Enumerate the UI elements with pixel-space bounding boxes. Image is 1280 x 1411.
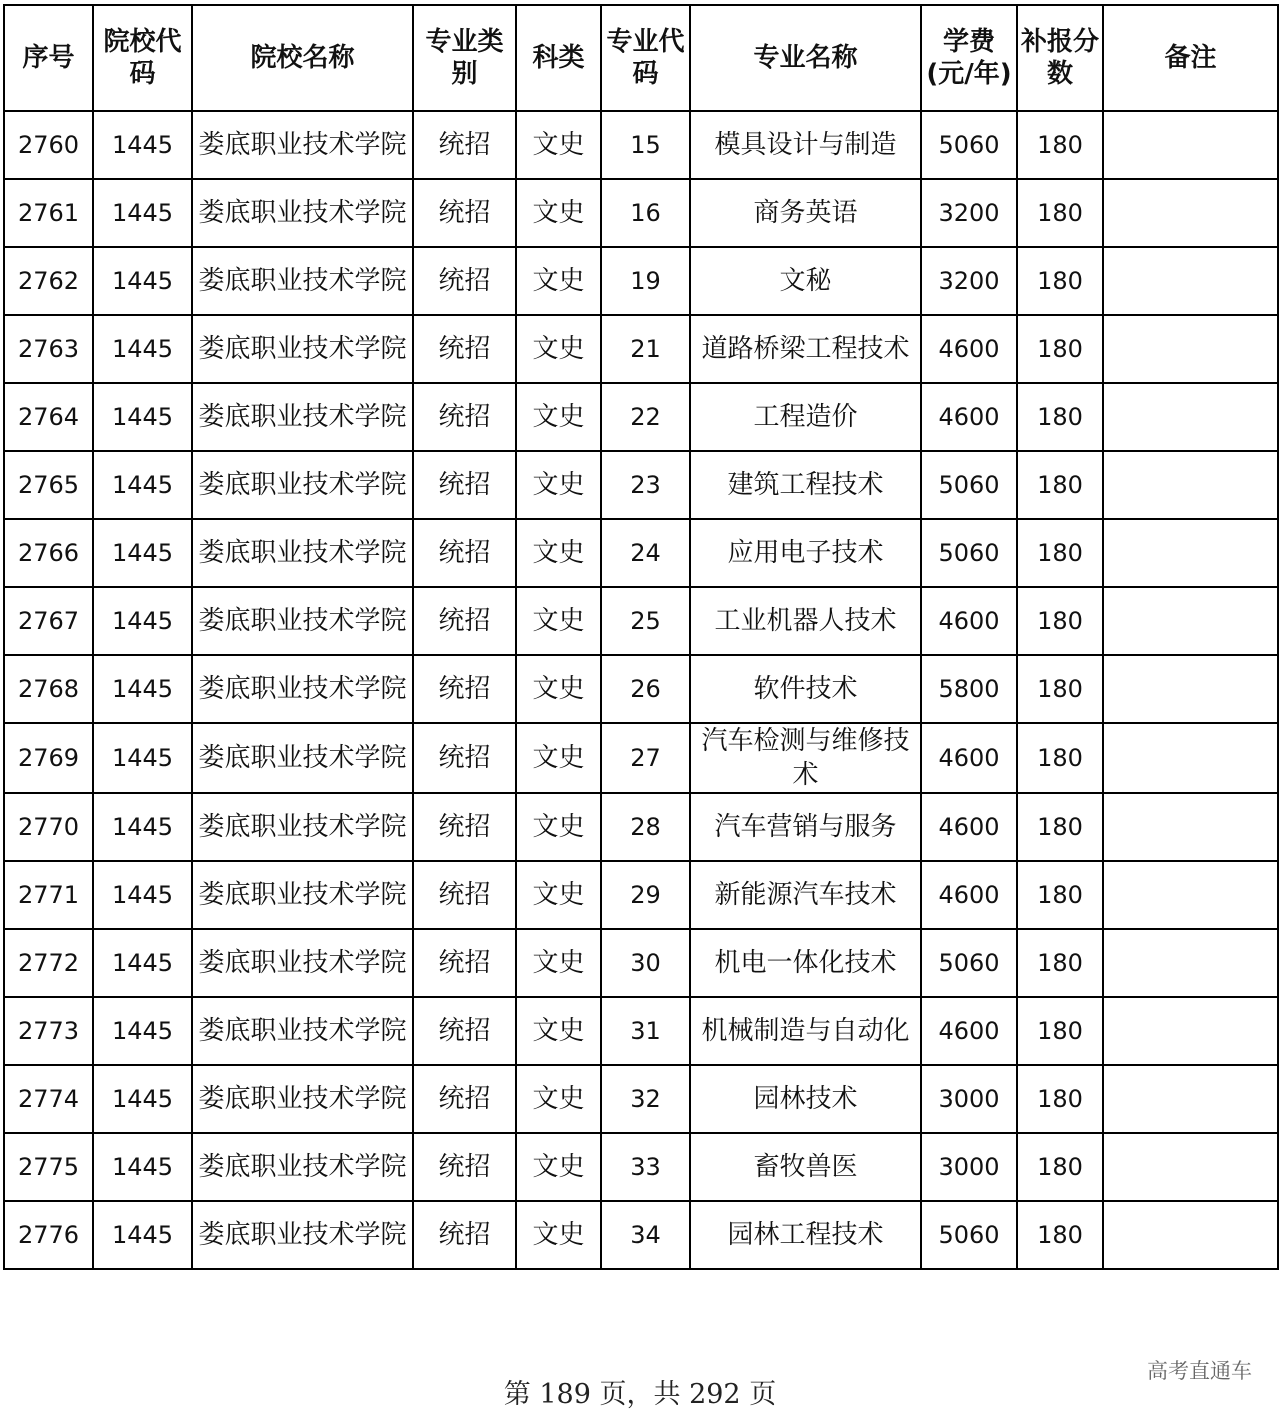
cell-major-name: 机电一体化技术 bbox=[690, 929, 921, 997]
cell-category: 统招 bbox=[413, 723, 516, 793]
cell-major-code: 21 bbox=[601, 315, 690, 383]
cell-seq: 2761 bbox=[4, 179, 93, 247]
cell-fee: 3200 bbox=[921, 247, 1017, 315]
cell-category: 统招 bbox=[413, 111, 516, 179]
header-seq: 序号 bbox=[4, 5, 93, 111]
header-major-name: 专业名称 bbox=[690, 5, 921, 111]
cell-school-name: 娄底职业技术学院 bbox=[192, 247, 413, 315]
cell-score: 180 bbox=[1017, 587, 1103, 655]
cell-fee: 5060 bbox=[921, 929, 1017, 997]
cell-fee: 3200 bbox=[921, 179, 1017, 247]
table-row bbox=[4, 997, 1278, 1065]
cell-school-name: 娄底职业技术学院 bbox=[192, 383, 413, 451]
table-row bbox=[4, 1065, 1278, 1133]
cell-track: 文史 bbox=[516, 451, 601, 519]
cell-major-name: 应用电子技术 bbox=[690, 519, 921, 587]
cell-major-name: 汽车检测与维修技术 bbox=[690, 723, 921, 793]
cell-track: 文史 bbox=[516, 315, 601, 383]
cell-fee: 3000 bbox=[921, 1065, 1017, 1133]
cell-school-code: 1445 bbox=[93, 793, 192, 861]
table-row bbox=[4, 383, 1278, 451]
cell-category: 统招 bbox=[413, 793, 516, 861]
cell-major-code: 30 bbox=[601, 929, 690, 997]
cell-major-code: 32 bbox=[601, 1065, 690, 1133]
cell-track: 文史 bbox=[516, 383, 601, 451]
table-row bbox=[4, 929, 1278, 997]
table-row bbox=[4, 723, 1278, 793]
cell-seq: 2768 bbox=[4, 655, 93, 723]
cell-major-code: 33 bbox=[601, 1133, 690, 1201]
cell-school-name: 娄底职业技术学院 bbox=[192, 519, 413, 587]
cell-note bbox=[1103, 997, 1278, 1065]
cell-school-code: 1445 bbox=[93, 587, 192, 655]
cell-note bbox=[1103, 247, 1278, 315]
cell-score: 180 bbox=[1017, 111, 1103, 179]
cell-seq: 2763 bbox=[4, 315, 93, 383]
cell-school-code: 1445 bbox=[93, 655, 192, 723]
header-school-name: 院校名称 bbox=[192, 5, 413, 111]
cell-major-name: 园林工程技术 bbox=[690, 1201, 921, 1269]
cell-score: 180 bbox=[1017, 315, 1103, 383]
cell-seq: 2764 bbox=[4, 383, 93, 451]
cell-note bbox=[1103, 519, 1278, 587]
cell-major-code: 34 bbox=[601, 1201, 690, 1269]
cell-category: 统招 bbox=[413, 247, 516, 315]
cell-category: 统招 bbox=[413, 1065, 516, 1133]
cell-score: 180 bbox=[1017, 997, 1103, 1065]
table-row bbox=[4, 111, 1278, 179]
cell-major-code: 22 bbox=[601, 383, 690, 451]
cell-major-code: 23 bbox=[601, 451, 690, 519]
cell-major-code: 28 bbox=[601, 793, 690, 861]
cell-major-name: 商务英语 bbox=[690, 179, 921, 247]
cell-track: 文史 bbox=[516, 1133, 601, 1201]
cell-major-name: 园林技术 bbox=[690, 1065, 921, 1133]
cell-school-code: 1445 bbox=[93, 383, 192, 451]
cell-track: 文史 bbox=[516, 111, 601, 179]
cell-major-name: 建筑工程技术 bbox=[690, 451, 921, 519]
cell-score: 180 bbox=[1017, 383, 1103, 451]
cell-major-name: 机械制造与自动化 bbox=[690, 997, 921, 1065]
cell-track: 文史 bbox=[516, 793, 601, 861]
cell-note bbox=[1103, 451, 1278, 519]
cell-school-name: 娄底职业技术学院 bbox=[192, 861, 413, 929]
cell-category: 统招 bbox=[413, 929, 516, 997]
cell-seq: 2760 bbox=[4, 111, 93, 179]
header-school-code: 院校代码 bbox=[93, 5, 192, 111]
cell-score: 180 bbox=[1017, 655, 1103, 723]
cell-track: 文史 bbox=[516, 997, 601, 1065]
cell-score: 180 bbox=[1017, 929, 1103, 997]
cell-seq: 2773 bbox=[4, 997, 93, 1065]
cell-note bbox=[1103, 723, 1278, 793]
cell-major-name: 汽车营销与服务 bbox=[690, 793, 921, 861]
cell-school-name: 娄底职业技术学院 bbox=[192, 451, 413, 519]
table-row bbox=[4, 315, 1278, 383]
cell-category: 统招 bbox=[413, 861, 516, 929]
header-major-code: 专业代码 bbox=[601, 5, 690, 111]
cell-school-code: 1445 bbox=[93, 519, 192, 587]
cell-score: 180 bbox=[1017, 519, 1103, 587]
cell-major-code: 15 bbox=[601, 111, 690, 179]
cell-school-code: 1445 bbox=[93, 1065, 192, 1133]
cell-category: 统招 bbox=[413, 997, 516, 1065]
cell-track: 文史 bbox=[516, 723, 601, 793]
cell-school-name: 娄底职业技术学院 bbox=[192, 1133, 413, 1201]
cell-note bbox=[1103, 1201, 1278, 1269]
table-body bbox=[4, 111, 1278, 1269]
cell-school-name: 娄底职业技术学院 bbox=[192, 655, 413, 723]
cell-major-name: 文秘 bbox=[690, 247, 921, 315]
cell-seq: 2775 bbox=[4, 1133, 93, 1201]
cell-school-code: 1445 bbox=[93, 997, 192, 1065]
cell-note bbox=[1103, 315, 1278, 383]
cell-track: 文史 bbox=[516, 1201, 601, 1269]
cell-school-code: 1445 bbox=[93, 1201, 192, 1269]
cell-school-name: 娄底职业技术学院 bbox=[192, 179, 413, 247]
cell-major-name: 道路桥梁工程技术 bbox=[690, 315, 921, 383]
cell-track: 文史 bbox=[516, 247, 601, 315]
table-row bbox=[4, 519, 1278, 587]
cell-score: 180 bbox=[1017, 451, 1103, 519]
cell-note bbox=[1103, 111, 1278, 179]
cell-seq: 2766 bbox=[4, 519, 93, 587]
header-score: 补报分数 bbox=[1017, 5, 1103, 111]
cell-score: 180 bbox=[1017, 1133, 1103, 1201]
cell-seq: 2765 bbox=[4, 451, 93, 519]
cell-school-code: 1445 bbox=[93, 929, 192, 997]
cell-seq: 2762 bbox=[4, 247, 93, 315]
cell-note bbox=[1103, 861, 1278, 929]
cell-major-code: 16 bbox=[601, 179, 690, 247]
header-fee: 学费(元/年) bbox=[921, 5, 1017, 111]
cell-school-code: 1445 bbox=[93, 179, 192, 247]
cell-fee: 4600 bbox=[921, 997, 1017, 1065]
cell-seq: 2772 bbox=[4, 929, 93, 997]
cell-fee: 4600 bbox=[921, 723, 1017, 793]
cell-note bbox=[1103, 655, 1278, 723]
cell-major-name: 软件技术 bbox=[690, 655, 921, 723]
header-track: 科类 bbox=[516, 5, 601, 111]
cell-school-name: 娄底职业技术学院 bbox=[192, 587, 413, 655]
cell-fee: 5060 bbox=[921, 451, 1017, 519]
cell-major-name: 工业机器人技术 bbox=[690, 587, 921, 655]
cell-score: 180 bbox=[1017, 793, 1103, 861]
cell-category: 统招 bbox=[413, 1201, 516, 1269]
cell-note bbox=[1103, 1065, 1278, 1133]
cell-fee: 4600 bbox=[921, 587, 1017, 655]
table-row bbox=[4, 179, 1278, 247]
cell-category: 统招 bbox=[413, 383, 516, 451]
cell-school-name: 娄底职业技术学院 bbox=[192, 1065, 413, 1133]
cell-track: 文史 bbox=[516, 655, 601, 723]
cell-track: 文史 bbox=[516, 179, 601, 247]
cell-note bbox=[1103, 383, 1278, 451]
cell-major-code: 27 bbox=[601, 723, 690, 793]
admission-table bbox=[3, 4, 1279, 1270]
cell-score: 180 bbox=[1017, 723, 1103, 793]
cell-school-name: 娄底职业技术学院 bbox=[192, 111, 413, 179]
cell-score: 180 bbox=[1017, 247, 1103, 315]
cell-school-name: 娄底职业技术学院 bbox=[192, 723, 413, 793]
cell-category: 统招 bbox=[413, 315, 516, 383]
cell-seq: 2770 bbox=[4, 793, 93, 861]
cell-fee: 4600 bbox=[921, 861, 1017, 929]
cell-score: 180 bbox=[1017, 1201, 1103, 1269]
cell-seq: 2767 bbox=[4, 587, 93, 655]
cell-school-name: 娄底职业技术学院 bbox=[192, 793, 413, 861]
cell-major-code: 26 bbox=[601, 655, 690, 723]
cell-fee: 4600 bbox=[921, 383, 1017, 451]
cell-seq: 2774 bbox=[4, 1065, 93, 1133]
cell-score: 180 bbox=[1017, 861, 1103, 929]
cell-major-name: 新能源汽车技术 bbox=[690, 861, 921, 929]
cell-track: 文史 bbox=[516, 929, 601, 997]
cell-track: 文史 bbox=[516, 1065, 601, 1133]
cell-note bbox=[1103, 587, 1278, 655]
cell-major-code: 24 bbox=[601, 519, 690, 587]
watermark: 高考直通车 bbox=[1147, 1359, 1252, 1383]
cell-track: 文史 bbox=[516, 519, 601, 587]
cell-seq: 2771 bbox=[4, 861, 93, 929]
cell-note bbox=[1103, 793, 1278, 861]
cell-school-code: 1445 bbox=[93, 247, 192, 315]
cell-school-name: 娄底职业技术学院 bbox=[192, 315, 413, 383]
table-row bbox=[4, 247, 1278, 315]
cell-major-code: 31 bbox=[601, 997, 690, 1065]
cell-category: 统招 bbox=[413, 587, 516, 655]
cell-school-name: 娄底职业技术学院 bbox=[192, 929, 413, 997]
cell-fee: 5800 bbox=[921, 655, 1017, 723]
table-row bbox=[4, 861, 1278, 929]
cell-school-name: 娄底职业技术学院 bbox=[192, 997, 413, 1065]
cell-fee: 3000 bbox=[921, 1133, 1017, 1201]
header-row bbox=[4, 5, 1278, 111]
table-row bbox=[4, 793, 1278, 861]
cell-track: 文史 bbox=[516, 587, 601, 655]
cell-seq: 2776 bbox=[4, 1201, 93, 1269]
cell-major-code: 25 bbox=[601, 587, 690, 655]
cell-major-name: 畜牧兽医 bbox=[690, 1133, 921, 1201]
cell-major-code: 19 bbox=[601, 247, 690, 315]
cell-school-code: 1445 bbox=[93, 723, 192, 793]
cell-category: 统招 bbox=[413, 451, 516, 519]
cell-fee: 4600 bbox=[921, 793, 1017, 861]
cell-school-name: 娄底职业技术学院 bbox=[192, 1201, 413, 1269]
cell-note bbox=[1103, 179, 1278, 247]
table-row bbox=[4, 451, 1278, 519]
cell-category: 统招 bbox=[413, 179, 516, 247]
table-row bbox=[4, 1133, 1278, 1201]
table-row bbox=[4, 655, 1278, 723]
cell-note bbox=[1103, 1133, 1278, 1201]
cell-category: 统招 bbox=[413, 1133, 516, 1201]
cell-seq: 2769 bbox=[4, 723, 93, 793]
cell-note bbox=[1103, 929, 1278, 997]
cell-school-code: 1445 bbox=[93, 861, 192, 929]
table-row bbox=[4, 587, 1278, 655]
cell-fee: 4600 bbox=[921, 315, 1017, 383]
cell-major-name: 工程造价 bbox=[690, 383, 921, 451]
cell-school-code: 1445 bbox=[93, 451, 192, 519]
cell-score: 180 bbox=[1017, 179, 1103, 247]
header-note: 备注 bbox=[1103, 5, 1278, 111]
cell-major-name: 模具设计与制造 bbox=[690, 111, 921, 179]
cell-fee: 5060 bbox=[921, 519, 1017, 587]
cell-school-code: 1445 bbox=[93, 1133, 192, 1201]
cell-category: 统招 bbox=[413, 519, 516, 587]
table-row bbox=[4, 1201, 1278, 1269]
cell-fee: 5060 bbox=[921, 111, 1017, 179]
cell-fee: 5060 bbox=[921, 1201, 1017, 1269]
cell-track: 文史 bbox=[516, 861, 601, 929]
cell-school-code: 1445 bbox=[93, 315, 192, 383]
page-number: 第 189 页，共 292 页 bbox=[503, 1379, 777, 1410]
cell-school-code: 1445 bbox=[93, 111, 192, 179]
cell-major-code: 29 bbox=[601, 861, 690, 929]
cell-category: 统招 bbox=[413, 655, 516, 723]
header-category: 专业类别 bbox=[413, 5, 516, 111]
cell-score: 180 bbox=[1017, 1065, 1103, 1133]
